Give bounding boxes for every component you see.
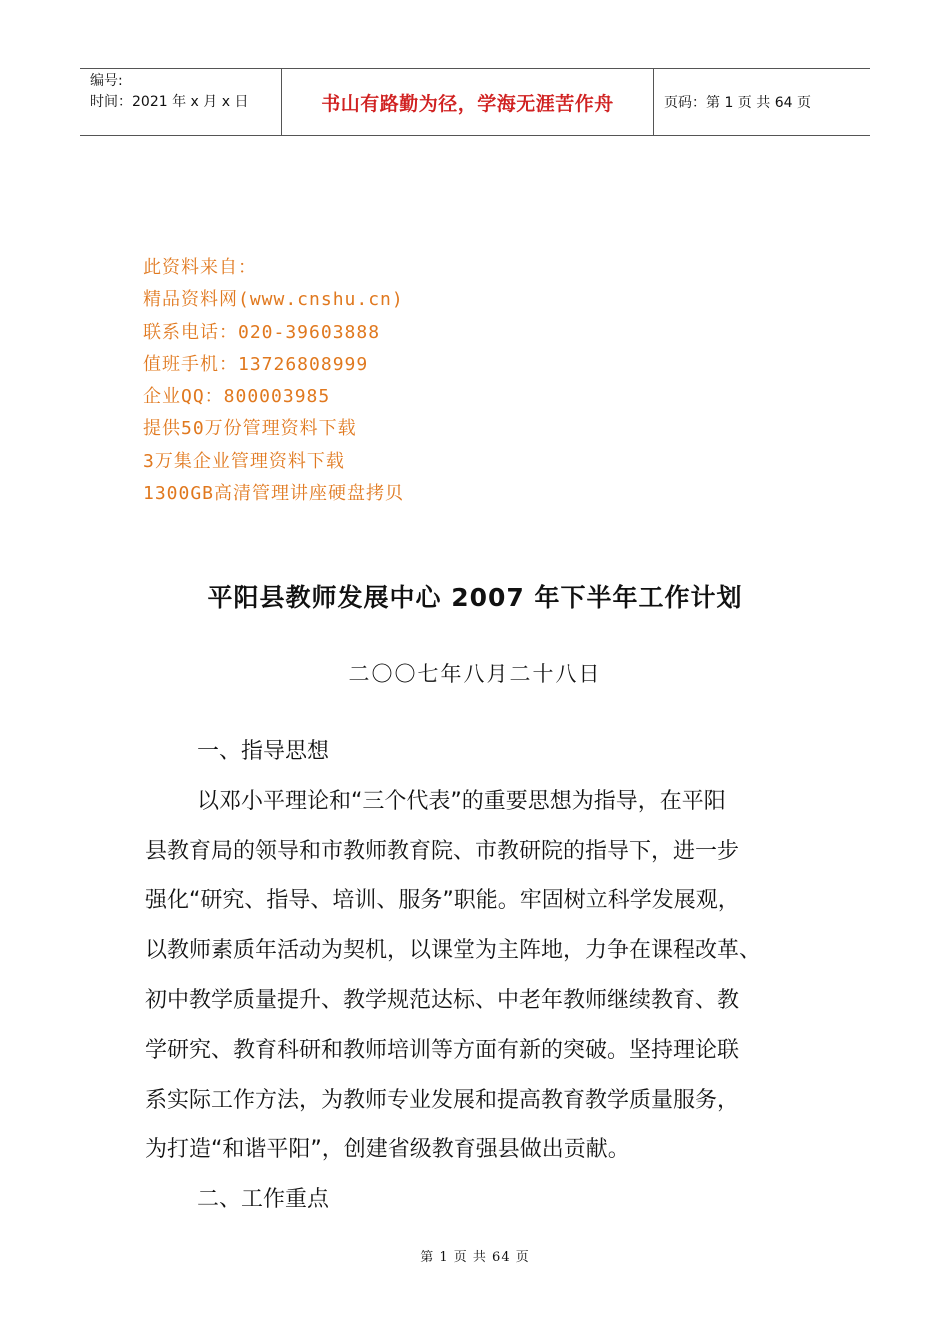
header-meta: [80, 69, 282, 135]
number-label: 编号:: [90, 73, 123, 89]
section-heading: 一、指导思想: [197, 739, 330, 764]
source-line: 提供50万份管理资料下载: [143, 418, 357, 440]
motto: 书山有路勤为径，学海无涯苦作舟: [321, 92, 614, 115]
time-label: 时间：2021 年 x 月 x 日: [90, 94, 249, 110]
paragraph-line: 系实际工作方法，为教师专业发展和提高教育教学质量服务，: [145, 1087, 740, 1113]
paragraph-line: 学研究、教育科研和教师培训等方面有新的突破。坚持理论联: [145, 1037, 740, 1063]
document-date: 二〇〇七年八月二十八日: [348, 662, 602, 686]
header-motto-cell: [282, 69, 654, 135]
paragraph-line: 强化“研究、指导、培训、服务”职能。牢固树立科学发展观，: [145, 888, 740, 914]
page-footer: 第 1 页 共 64 页: [420, 1250, 530, 1265]
source-line: 值班手机：13726808999: [143, 353, 369, 375]
source-line: 精品资料网(www.cnshu.cn): [143, 289, 404, 311]
paragraph: [145, 777, 835, 1175]
paragraph-line: 为打造“和谐平阳”，创建省级教育强县做出贡献。: [145, 1137, 630, 1163]
paragraph-line: 以邓小平理论和“三个代表”的重要思想为指导，在平阳: [197, 788, 726, 814]
document-title: 平阳县教师发展中心 2007 年下半年工作计划: [207, 583, 743, 612]
paragraph-line: 初中教学质量提升、教学规范达标、中老年教师继续教育、教: [145, 987, 740, 1013]
section-heading: 二、工作重点: [197, 1187, 330, 1213]
source-line: 1300GB高清管理讲座硬盘拷贝: [143, 483, 405, 505]
document-body: [145, 727, 835, 1225]
source-line: 3万集企业管理资料下载: [143, 450, 345, 472]
page-header: [80, 68, 870, 136]
header-page-info-cell: [654, 69, 870, 135]
source-line: 此资料来自：: [143, 257, 257, 278]
source-line: 联系电话：020-39603888: [143, 321, 381, 343]
source-info-block: [143, 252, 404, 510]
paragraph-line: 以教师素质年活动为契机，以课堂为主阵地，力争在课程改革、: [145, 938, 762, 964]
page-info: 页码：第 1 页 共 64 页: [664, 95, 811, 111]
paragraph-line: 县教育局的领导和市教师教育院、市教研院的指导下，进一步: [145, 838, 740, 864]
source-line: 企业QQ：800003985: [143, 386, 331, 408]
